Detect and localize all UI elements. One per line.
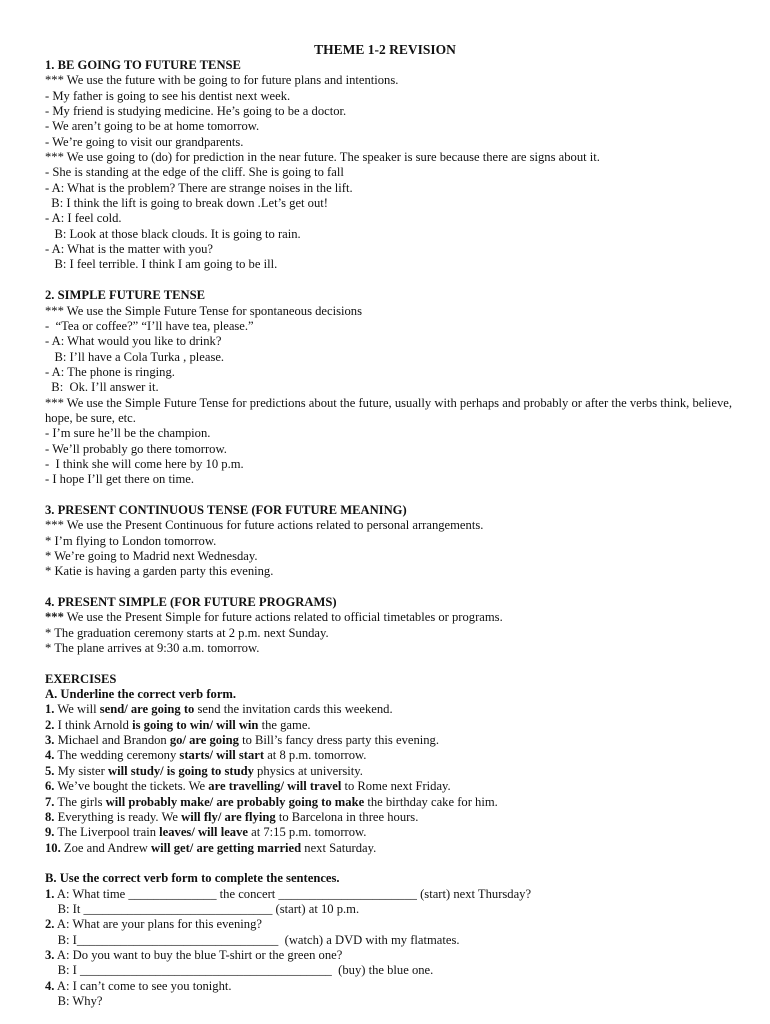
text-line: - My friend is studying medicine. He’s going to be a doctor. bbox=[45, 104, 347, 119]
verb-choice: will fly/ are flying bbox=[181, 809, 276, 824]
text-span: to Rome next Friday. bbox=[341, 779, 451, 794]
item-number: 9. bbox=[45, 825, 55, 840]
text-line: - A: I feel cold. bbox=[45, 211, 122, 226]
text-line: - A: The phone is ringing. bbox=[45, 364, 175, 379]
verb-choice: will get/ are getting married bbox=[150, 840, 302, 855]
text-span: the birthday cake for him. bbox=[364, 794, 498, 809]
item-number: 2. bbox=[45, 917, 55, 932]
text-span: The girls bbox=[54, 794, 106, 809]
item-number: 10. bbox=[45, 840, 61, 855]
text-line: - I’m sure he’ll be the champion. bbox=[45, 426, 211, 441]
exercise-item bbox=[45, 764, 735, 779]
text-line: B: Look at those black clouds. It is going to rain. bbox=[45, 226, 301, 241]
item-number: 7. bbox=[45, 794, 55, 809]
item-number: 4. bbox=[45, 978, 55, 993]
spacer bbox=[45, 856, 735, 871]
spacer bbox=[45, 488, 735, 503]
exercise-item bbox=[45, 887, 735, 902]
section-present-continuous bbox=[45, 503, 735, 580]
verb-choice: will study/ is going to study bbox=[107, 763, 254, 778]
text-span: My sister bbox=[54, 763, 108, 778]
item-number: 6. bbox=[45, 779, 55, 794]
section-be-going-to bbox=[45, 58, 735, 273]
spacer bbox=[45, 580, 735, 595]
exercise-item bbox=[45, 702, 735, 717]
text-line: - She is standing at the edge of the cliff. She is going to fall bbox=[45, 165, 344, 180]
section-heading: 3. PRESENT CONTINUOUS TENSE (FOR FUTURE MEANING) bbox=[45, 502, 407, 517]
section-heading: 2. SIMPLE FUTURE TENSE bbox=[45, 288, 206, 303]
spacer bbox=[45, 656, 735, 671]
text-span: Everything is ready. We bbox=[54, 809, 182, 824]
verb-choice: go/ are going bbox=[169, 733, 239, 748]
exercise-item bbox=[45, 841, 735, 856]
exercise-answer-line: B: I________________________________ (watch) a DVD with my flatmates. bbox=[45, 932, 460, 947]
text-span: We’ve bought the tickets. We bbox=[54, 779, 209, 794]
text-span: A: What time ______________ the concert ______________________ (start) next Thursday? bbox=[54, 886, 532, 901]
text-span: Michael and Brandon bbox=[54, 733, 170, 748]
exercise-item bbox=[45, 917, 735, 932]
section-exercises bbox=[45, 672, 735, 1010]
text-span: I think Arnold bbox=[54, 717, 133, 732]
item-number: 3. bbox=[45, 733, 55, 748]
text-paragraph: *** We use the Simple Future Tense for predictions about the future, usually with perhaps and probably or after the verbs think, believe, hope, be sure, etc. bbox=[45, 395, 732, 425]
text-line: - A: What is the matter with you? bbox=[45, 242, 213, 257]
section-present-simple bbox=[45, 595, 735, 656]
item-number: 8. bbox=[45, 809, 55, 824]
text-span: physics at university. bbox=[253, 763, 363, 778]
text-line: * The plane arrives at 9:30 a.m. tomorrow. bbox=[45, 641, 260, 656]
item-number: 4. bbox=[45, 748, 55, 763]
item-number: 1. bbox=[45, 886, 55, 901]
verb-choice: is going to win/ will win bbox=[132, 717, 259, 732]
exercise-item bbox=[45, 718, 735, 733]
text-line bbox=[45, 610, 735, 625]
text-span: The Liverpool train bbox=[54, 825, 160, 840]
text-line: B: I feel terrible. I think I am going to be ill. bbox=[45, 257, 278, 272]
section-heading: 4. PRESENT SIMPLE (FOR FUTURE PROGRAMS) bbox=[45, 595, 337, 610]
section-simple-future bbox=[45, 288, 735, 487]
text-span: We use the Present Simple for future actions related to official timetables or programs. bbox=[63, 610, 503, 625]
text-line: *** We use the future with be going to for future plans and intentions. bbox=[45, 73, 399, 88]
text-span: We will bbox=[54, 702, 100, 717]
text-line: B: I’ll have a Cola Turka , please. bbox=[45, 349, 225, 364]
verb-choice: starts/ will start bbox=[179, 748, 265, 763]
text-line: - I think she will come here by 10 p.m. bbox=[45, 456, 244, 471]
text-line: * Katie is having a garden party this evening. bbox=[45, 564, 274, 579]
text-line: *** We use going to (do) for prediction in the near future. The speaker is sure because there are signs about it. bbox=[45, 150, 600, 165]
text-span: A: What are your plans for this evening? bbox=[54, 917, 262, 932]
text-line: * We’re going to Madrid next Wednesday. bbox=[45, 549, 258, 563]
verb-choice: send/ are going to bbox=[99, 702, 195, 717]
text-line: * The graduation ceremony starts at 2 p.m. next Sunday. bbox=[45, 625, 329, 640]
exercise-answer-line: B: Why? bbox=[45, 993, 103, 1008]
section-heading: 1. BE GOING TO FUTURE TENSE bbox=[45, 58, 241, 72]
exercise-item bbox=[45, 795, 735, 810]
text-line: - We aren’t going to be at home tomorrow. bbox=[45, 119, 260, 134]
exercise-item bbox=[45, 733, 735, 748]
text-span: to Barcelona in three hours. bbox=[275, 809, 419, 824]
exercise-item bbox=[45, 948, 735, 963]
bold-marker: *** bbox=[45, 610, 64, 625]
exercise-item bbox=[45, 779, 735, 794]
text-span: to Bill’s fancy dress party this evening. bbox=[238, 733, 439, 748]
text-line: *** We use the Present Continuous for future actions related to personal arrangements. bbox=[45, 518, 484, 533]
text-span: A: Do you want to buy the blue T-shirt or the green one? bbox=[54, 947, 343, 962]
exercise-item bbox=[45, 748, 735, 763]
document-body bbox=[45, 58, 735, 1009]
text-span: the game. bbox=[258, 717, 311, 732]
item-number: 3. bbox=[45, 947, 55, 962]
verb-choice: are travelling/ will travel bbox=[208, 779, 342, 794]
text-span: Zoe and Andrew bbox=[60, 840, 151, 855]
exercise-a-heading: A. Underline the correct verb form. bbox=[45, 687, 237, 702]
verb-choice: will probably make/ are probably going to make bbox=[105, 794, 365, 809]
exercise-answer-line: B: I ________________________________________ (buy) the blue one. bbox=[45, 963, 434, 978]
exercise-item bbox=[45, 979, 735, 994]
text-line: - A: What would you like to drink? bbox=[45, 334, 222, 349]
text-span: send the invitation cards this weekend. bbox=[194, 702, 393, 717]
text-span: at 8 p.m. tomorrow. bbox=[264, 748, 367, 763]
exercises-heading: EXERCISES bbox=[45, 671, 117, 686]
text-line: B: I think the lift is going to break down .Let’s get out! bbox=[45, 196, 328, 211]
exercise-item bbox=[45, 810, 735, 825]
spacer bbox=[45, 273, 735, 288]
text-line: - “Tea or coffee?” “I’ll have tea, please.” bbox=[45, 318, 254, 333]
verb-choice: leaves/ will leave bbox=[159, 825, 248, 840]
text-line: B: Ok. I’ll answer it. bbox=[45, 380, 159, 395]
text-line: - We’ll probably go there tomorrow. bbox=[45, 441, 227, 456]
item-number: 2. bbox=[45, 717, 55, 732]
item-number: 5. bbox=[45, 763, 55, 778]
item-number: 1. bbox=[45, 702, 55, 717]
page-title: THEME 1-2 REVISION bbox=[314, 42, 456, 57]
text-line: - A: What is the problem? There are strange noises in the lift. bbox=[45, 180, 353, 195]
text-line: - I hope I’ll get there on time. bbox=[45, 472, 194, 487]
text-span: next Saturday. bbox=[301, 840, 377, 855]
exercise-answer-line: B: It ______________________________ (start) at 10 p.m. bbox=[45, 901, 360, 916]
text-span: The wedding ceremony bbox=[54, 748, 180, 763]
text-span: at 7:15 p.m. tomorrow. bbox=[247, 825, 367, 840]
text-line: *** We use the Simple Future Tense for spontaneous decisions bbox=[45, 303, 362, 318]
exercise-item bbox=[45, 825, 735, 840]
text-line: - My father is going to see his dentist next week. bbox=[45, 88, 291, 103]
text-line: * I’m flying to London tomorrow. bbox=[45, 533, 217, 548]
text-line: - We’re going to visit our grandparents. bbox=[45, 134, 244, 149]
text-span: A: I can’t come to see you tonight. bbox=[54, 978, 232, 993]
exercise-b-heading: B. Use the correct verb form to complete the sentences. bbox=[45, 871, 340, 886]
